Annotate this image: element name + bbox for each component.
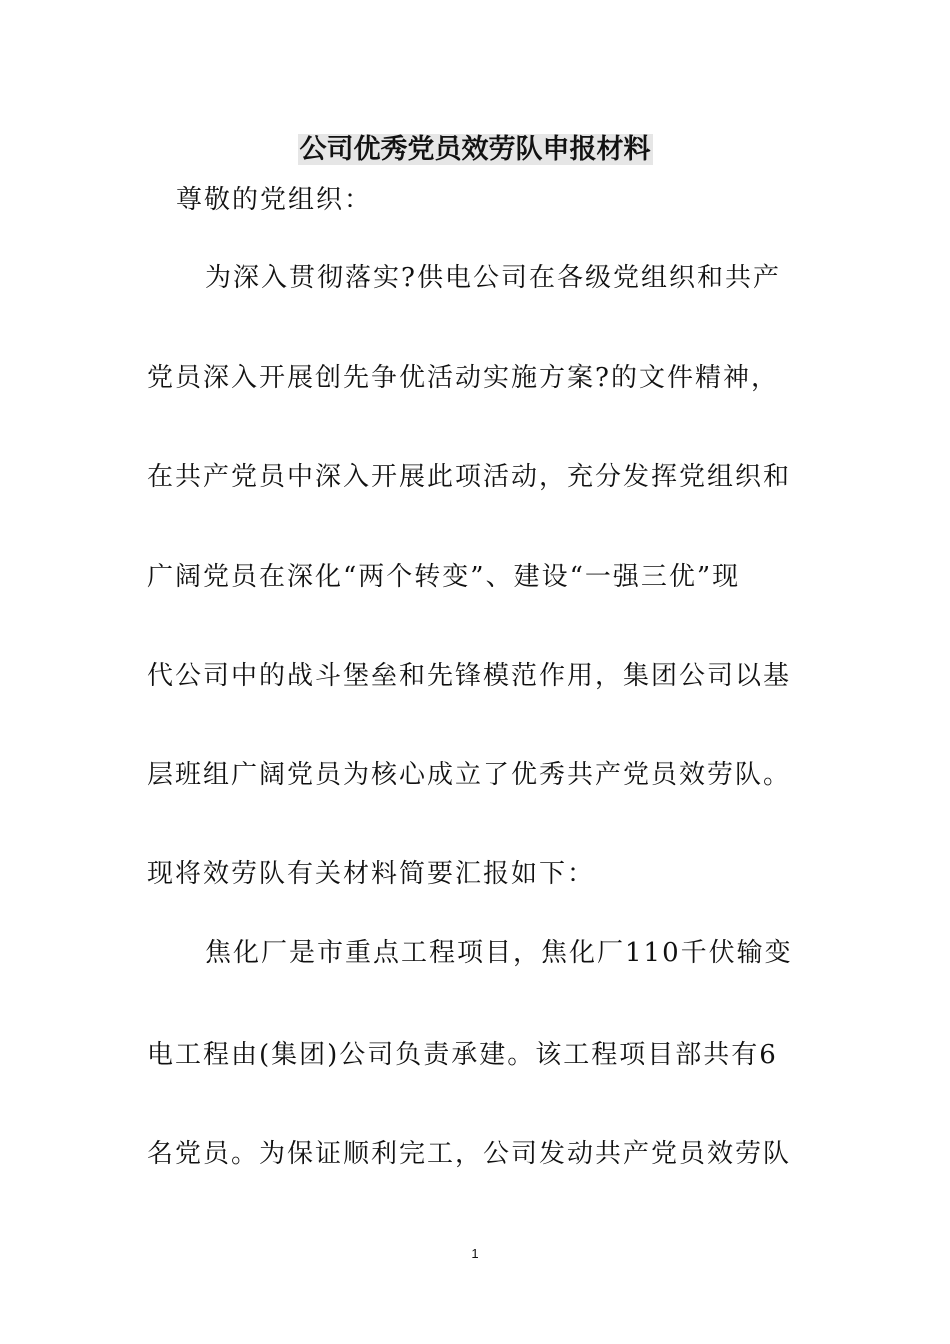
document-title-text: 公司优秀党员效劳队申报材料 [299,134,651,165]
body-line: 在共产党员中深入开展此项活动，充分发挥党组织和 [147,462,792,492]
body-line: 为深入贯彻落实?供电公司在各级党组织和共产 [205,263,781,293]
body-line: 代公司中的战斗堡垒和先锋模范作用，集团公司以基 [147,661,792,691]
body-line: 名党员。为保证顺利完工，公司发动共产党员效劳队 [147,1139,792,1169]
page-number: 1 [471,1246,479,1261]
body-line: 电工程由(集团)公司负责承建。该工程项目部共有6 [147,1040,778,1070]
body-line: 党员深入开展创先争优活动实施方案?的文件精神， [147,363,779,393]
document-title [0,130,950,170]
salutation: 尊敬的党组织： [176,185,373,215]
body-line: 层班组广阔党员为核心成立了优秀共产党员效劳队。 [147,760,792,790]
body-line: 现将效劳队有关材料简要汇报如下： [147,859,596,889]
body-line: 焦化厂是市重点工程项目，焦化厂110千伏输变 [205,938,793,968]
body-line: 广阔党员在深化“两个转变”、建设“一强三优”现 [147,562,741,592]
